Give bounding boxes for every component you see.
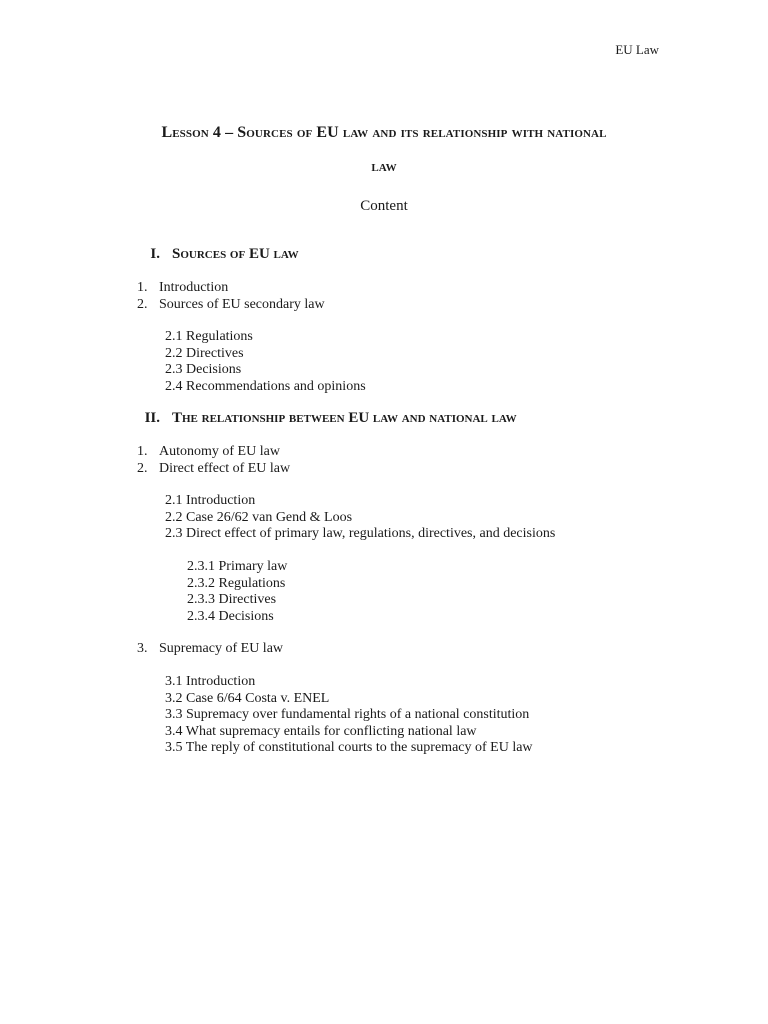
list-item: 2.3.4 Decisions [187, 608, 274, 624]
list-item: 3. Supremacy of EU law [137, 641, 284, 656]
section-2-title: The relationship between EU law and national law [172, 410, 517, 426]
list-item: 2.2 Directives [165, 345, 244, 361]
section-2-items [137, 444, 290, 477]
list-item: 2.3.3 Directives [187, 592, 277, 607]
lesson-title-line-1: Lesson 4 – Sources of EU law and its relationship with national [161, 124, 607, 141]
section-2-heading [130, 410, 517, 427]
section-2-subsubitems [187, 559, 287, 625]
content-label: Content [360, 198, 408, 214]
list-item: 2.3.2 Regulations [187, 575, 286, 591]
section-1-heading [130, 246, 299, 263]
section-2-subitems [165, 493, 555, 543]
list-item: 2.1 Introduction [165, 493, 256, 508]
section-1-items [137, 280, 325, 313]
list-item: 2.3 Direct effect of primary law, regulations, directives, and decisions [165, 526, 556, 541]
list-item: 2.1 Regulations [165, 329, 253, 344]
list-item: 1. Introduction [137, 280, 229, 295]
section-2-numeral: II. [144, 410, 160, 426]
list-item: 1. Autonomy of EU law [137, 444, 280, 459]
lesson-title [90, 116, 678, 184]
list-item: 3.3 Supremacy over fundamental rights of a national constitution [165, 707, 530, 722]
section-2-item-3 [137, 641, 283, 658]
list-item: 2. Sources of EU secondary law [137, 296, 325, 312]
list-item: 2.3.1 Primary law [187, 559, 288, 574]
list-item: 3.2 Case 6/64 Costa v. ENEL [165, 690, 330, 706]
section-1-numeral: I. [150, 246, 160, 262]
section-2-item-3-subitems [165, 674, 533, 757]
list-item: 2.3 Decisions [165, 362, 242, 377]
list-item: 2. Direct effect of EU law [137, 460, 291, 476]
section-1-subitems [165, 329, 366, 395]
list-item: 3.4 What supremacy entails for conflicting national law [165, 723, 477, 739]
running-header: EU Law [615, 42, 659, 57]
lesson-title-line-2: law [371, 158, 397, 175]
list-item: 3.5 The reply of constitutional courts to the supremacy of EU law [165, 740, 533, 755]
list-item: 3.1 Introduction [165, 674, 256, 689]
list-item: 2.2 Case 26/62 van Gend & Loos [165, 509, 353, 525]
list-item: 2.4 Recommendations and opinions [165, 378, 366, 394]
section-1-title: Sources of EU law [172, 246, 299, 262]
